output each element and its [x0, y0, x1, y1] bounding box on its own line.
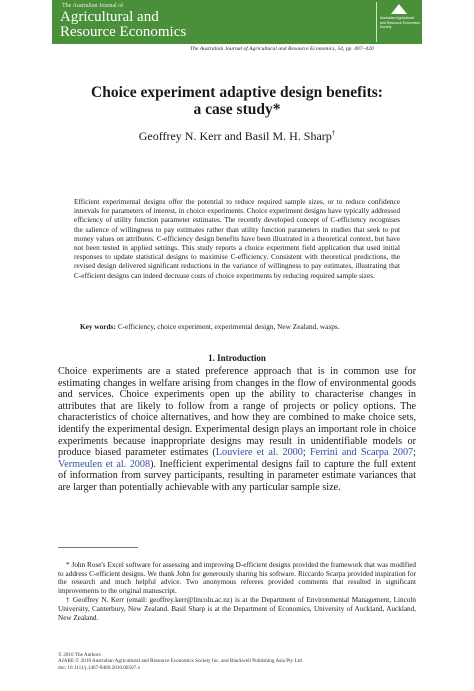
citation-link-ferrini[interactable]: Ferrini and Scarpa 2007	[309, 447, 414, 459]
citation-link-vermeulen[interactable]: Vermeulen et al. 2008	[58, 458, 151, 470]
citation-separator: ;	[302, 447, 310, 459]
author-footnote-mark: †	[331, 129, 336, 137]
society-logo	[376, 2, 420, 42]
doi-line: doi: 10.1111/j.1467-8489.2010.00507.x	[58, 664, 141, 671]
intro-text-pre: Choice experiments are a stated preference approach that is in common use for estimating changes in welfare arising from changes in the flow of environmental goods and services. Choice experiments open up the ability to characterise changes in attributes that are likely to follow from a range of projects or policy options. The characteristics of choice alternatives, and how they are combined to make choice sets, identify the experimental design. Experimental design plays an important role in choice experiments because inappropriate designs may result in unidentifiable models or produce biased parameter estimates (	[58, 366, 416, 459]
introduction-paragraph	[58, 366, 416, 494]
author-names: Geoffrey N. Kerr and Basil M. H. Sharp	[138, 129, 332, 143]
article-title-line1: Choice experiment adaptive design benefits:	[91, 84, 383, 101]
journal-name-line1: Agricultural and	[60, 9, 159, 25]
article-title-line2: a case study*	[193, 101, 281, 118]
keywords	[80, 322, 400, 331]
keywords-label: Key words:	[80, 322, 116, 331]
footnotes	[58, 561, 416, 623]
footnote-divider	[58, 547, 138, 548]
journal-citation: The Australian Journal of Agricultural and Resource Economics, 54, pp. 407–420	[190, 46, 374, 52]
journal-name-line2: Resource Economics	[60, 24, 187, 40]
abstract: Efficient experimental designs offer the potential to reduce required sample sizes, or to reduce confidence intervals for parameters of interest, in choice experiments. Choice experiment designs have typically addressed efficiency of utility function parameter estimates. The recently developed concept of C-efficiency recognises the salience of willingness to pay estimates rather than utility function parameters in studies that seek to put money values on attributes. C-efficiency design benefits have been illustrated in a theoretical context, but have not been tested in applied settings. This study reports a choice experiment field application that used initial responses to update statistical designs to maximise C-efficiency. Consistent with theoretical predictions, the revised design delivered significant reductions in the variance of willingness to pay estimates, illustrating that C-efficient designs can indeed decrease costs of choice experiments by reducing required sample sizes.	[74, 197, 400, 280]
keywords-list: C-efficiency, choice experiment, experimental design, New Zealand, wasps.	[117, 322, 340, 331]
publisher-line: AJARE © 2010 Australian Agricultural and Resource Economics Society Inc. and Blackwell Publishing Asia Pty Ltd	[58, 658, 302, 665]
footnote-acknowledgement: * John Rose's Excel software for assessing and improving D-efficient designs provided the framework that was modified to address C-efficient designs. We thank John for generously sharing his software. Riccardo Scarpa provided inspiration for the research and much helpful advice. Two anonymous referees provided comments that resulted in significant improvements to the original manuscript.	[58, 561, 416, 595]
publisher-info	[58, 652, 378, 671]
article-authors	[0, 129, 474, 144]
intro-text-post: ). Inefficient experimental designs fail to capture the full extent of information from survey participants, resulting in parameter estimate variances that are larger than potentially achievable with any particular sample size.	[58, 458, 416, 493]
journal-name	[60, 10, 186, 40]
citation-link-louviere[interactable]: Louviere et al. 2000	[215, 447, 303, 459]
article-title	[0, 84, 474, 118]
journal-banner	[52, 0, 422, 44]
citation-separator: ;	[413, 447, 416, 459]
society-logo-text: Australian Agricultural and Resource Economics Society	[380, 16, 420, 29]
section-heading: 1. Introduction	[208, 353, 266, 363]
footnote-affiliations: † Geoffrey N. Kerr (email: geoffrey.kerr@lincoln.ac.nz) is at the Department of Environmental Management, Lincoln University, Canterbury, New Zealand. Basil Sharp is at the Department of Economics, University of Auckland, Auckland, New Zealand.	[58, 596, 416, 622]
copyright-line: © 2010 The Authors	[58, 652, 101, 658]
journal-small-title: The Australian Journal of	[62, 3, 124, 9]
mountain-icon	[391, 4, 407, 14]
